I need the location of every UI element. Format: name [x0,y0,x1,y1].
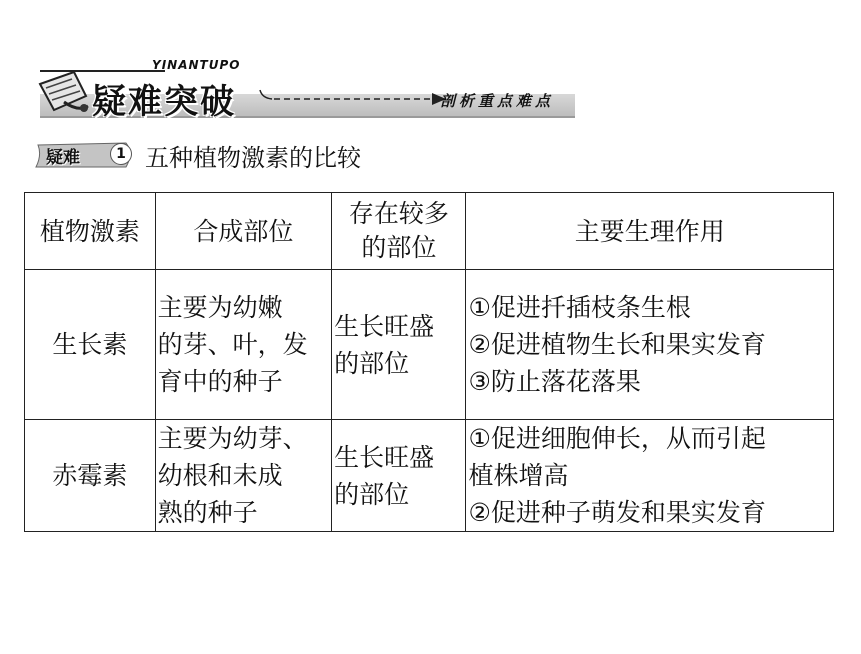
synthesis-line: 熟的种子 [157,498,258,527]
function-cell [466,270,834,420]
banner-subtitle: 剖析重点难点 [440,92,555,110]
synthesis-line: 幼根和未成 [157,461,283,490]
function-line: ②促进植物生长和果实发育 [468,330,766,359]
table-header-row [25,193,834,270]
synthesis-cell [155,420,332,532]
location-line: 的部位 [334,348,410,378]
hormone-name: 赤霉素 [25,420,156,532]
function-line: ②促进种子萌发和果实发育 [468,498,766,527]
difficulty-tag [34,141,136,169]
scroll-icon [34,66,96,122]
table-row [25,270,834,420]
location-line: 生长旺盛 [334,311,435,341]
banner-title: 疑难突破 [92,82,236,122]
hormone-name: 生长素 [25,270,156,420]
section-banner [30,56,575,126]
function-line: ①促进细胞伸长，从而引起 [468,424,766,453]
location-line: 生长旺盛 [334,442,435,472]
location-cell [332,420,466,532]
function-line: ③防止落花落果 [468,367,641,396]
header-location [332,193,466,270]
header-location-line: 存在较多 [348,199,449,228]
synthesis-line: 主要为幼嫩 [157,293,283,322]
header-function: 主要生理作用 [466,193,834,270]
tag-label: 疑难 [46,148,80,168]
tag-number: 1 [110,143,132,165]
dashed-arrow-icon [258,86,450,110]
location-line: 的部位 [334,479,410,509]
hormone-comparison-table [24,192,834,532]
section-heading: 五种植物激素的比较 [145,144,361,172]
synthesis-line: 的芽、叶，发 [157,330,308,359]
function-line: ①促进扦插枝条生根 [468,293,691,322]
banner-pinyin: YINANTUPO [152,58,241,72]
synthesis-line: 育中的种子 [157,367,283,396]
synthesis-cell [155,270,332,420]
header-hormone: 植物激素 [25,193,156,270]
header-synthesis: 合成部位 [155,193,332,270]
table-row [25,420,834,532]
synthesis-line: 主要为幼芽、 [157,424,308,453]
function-cell [466,420,834,532]
header-location-line: 的部位 [361,233,437,262]
location-cell [332,270,466,420]
function-line: 植株增高 [468,461,569,490]
